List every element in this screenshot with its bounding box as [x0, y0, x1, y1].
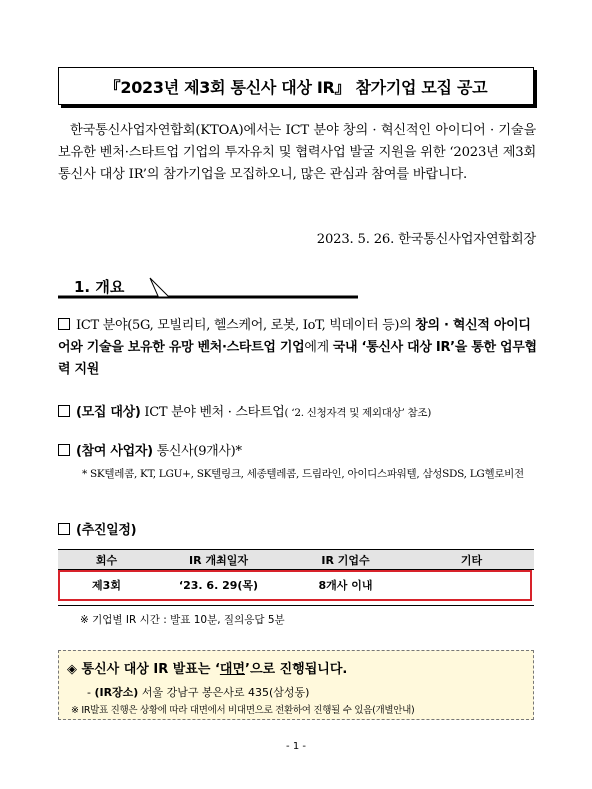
- table-header-cell: 기타: [409, 550, 534, 570]
- intro-text: 한국통신사업자연합회(KTOA)에서는 ICT 분야 창의 · 혁신적인 아이디어 · 기술을 보유한 벤처·스타트업 기업의 투자유치 및 협력사업 발굴 지원을 위한 ‘2023년 제3회 통신사 대상 IR’의 참가기업을 모집하오니, 많은 관심과 참여를 바랍니다.: [58, 123, 536, 182]
- square-bullet-icon: [58, 523, 70, 535]
- participants-note: * SK텔레콤, KT, LGU+, SK텔링크, 세종텔레콤, 드림라인, 아이디스파워텔, 삼성SDS, LG헬로비전: [82, 468, 524, 480]
- notice-box: [58, 650, 534, 720]
- diamond-bullet-icon: ◈: [67, 662, 77, 677]
- table-header-cell: 회수: [58, 550, 155, 570]
- overview-item-purpose: ICT 분야(5G, 모빌리티, 헬스케어, 로봇, IoT, 빅데이터 등)의 창의 · 혁신적 아이디어와 기술을 보유한 유망 벤처·스타트업 기업에게 국내 ‘통신사 대상 IR’을 통한 업무협력 지원: [58, 318, 537, 377]
- overview-item-participants: (참여 사업자) 통신사(9개사)*: [58, 441, 540, 463]
- notice-title: 『2023년 제3회 통신사 대상 IR』 참가기업 모집 공고: [58, 67, 534, 105]
- overview-item-target: (모집 대상) ICT 분야 벤처 · 스타트업( ‘2. 신청자격 및 제외대상’ 참조): [58, 402, 540, 424]
- notice-heading: ◈ 통신사 대상 IR 발표는 ‘대면’으로 진행됩니다.: [67, 662, 348, 677]
- table-header-row: [58, 550, 534, 570]
- schedule-footnote: ※ 기업별 IR 시간 : 발표 10분, 질의응답 5분: [80, 614, 285, 626]
- overview-item-schedule: (추진일정): [58, 520, 540, 542]
- table-cell: ‘23. 6. 29(목): [178, 579, 259, 592]
- issuer-date-line: 2023. 5. 26. 한국통신사업자연합회장: [316, 232, 536, 247]
- square-bullet-icon: [58, 405, 70, 417]
- table-cell: 8개사 이내: [318, 579, 373, 592]
- table-cell: 제3회: [92, 579, 121, 592]
- square-bullet-icon: [58, 318, 70, 330]
- page-number: - 1 -: [286, 741, 306, 752]
- table-bottom-rule: [58, 605, 534, 606]
- highlight-frame: [58, 570, 532, 601]
- intro-paragraph: [58, 120, 536, 186]
- square-bullet-icon: [58, 444, 70, 456]
- notice-remark: ※ IR발표 진행은 상황에 따라 대면에서 비대면으로 전환하여 진행될 수 있음(개별안내): [71, 705, 415, 716]
- table-header-cell: IR 기업수: [282, 550, 409, 570]
- table-header-cell: IR 개최일자: [155, 550, 282, 570]
- section-heading-overview: 1. 개요: [74, 278, 125, 296]
- notice-venue-line: - (IR장소) 서울 강남구 봉은사로 435(삼성동): [87, 686, 310, 699]
